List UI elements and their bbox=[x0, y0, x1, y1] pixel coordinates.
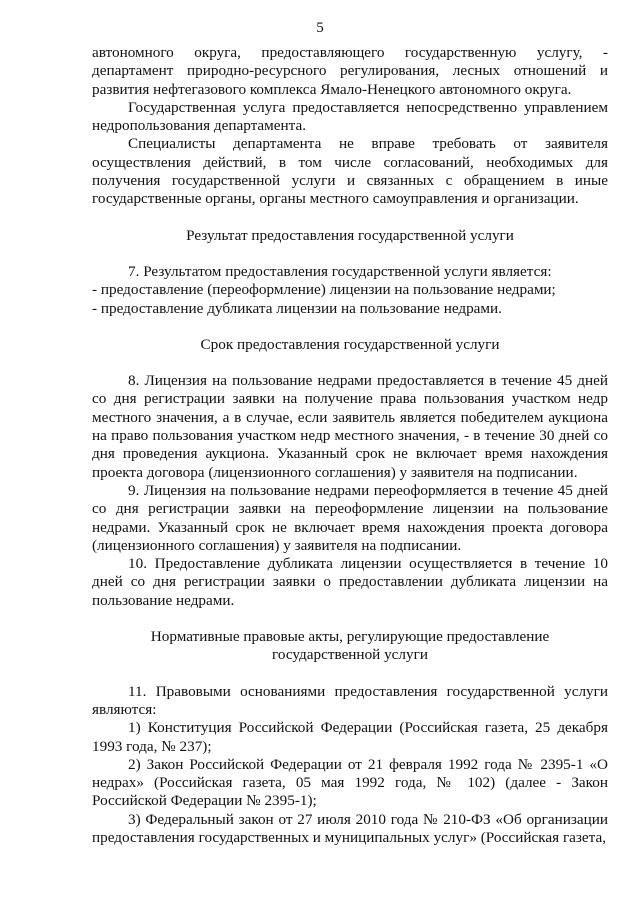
paragraph-term-10: 10. Предоставление дубликата лицензии осуществляется в течение 10 дней со дня регистрации заявки о предоставлении дубликата лицензии на пользование недрами. bbox=[92, 555, 608, 609]
heading-term: Срок предоставления государственной услуги bbox=[200, 335, 500, 353]
paragraph-acts-3: 3) Федеральный закон от 27 июля 2010 года № 210-ФЗ «Об организации предоставления государственных и муниципальных услуг» (Российская газета, bbox=[92, 810, 608, 846]
paragraph-service-provider: Государственная услуга предоставляется непосредственно управлением недропользования департамента. bbox=[92, 98, 608, 135]
page-number: 5 bbox=[316, 20, 324, 36]
paragraph-acts-11: 11. Правовыми основаниями предоставления государственной услуги являются: bbox=[92, 682, 608, 718]
paragraph-acts-1: 1) Конституция Российской Федерации (Российская газета, 25 декабря 1993 года, № 237); bbox=[92, 719, 608, 755]
result-item: - предоставление дубликата лицензии на пользование недрами. bbox=[92, 299, 502, 317]
paragraph-acts-2: 2) Закон Российской Федерации от 21 февраля 1992 года № 2395-1 «О недрах» (Российская газета, 05 мая 1992 года, № 102) (далее - Закон Российской Федерации № 2395-1); bbox=[92, 755, 608, 810]
heading-acts: Нормативные правовые акты, регулирующие предоставление bbox=[150, 628, 550, 646]
paragraph-department: автономного округа, предоставляющего государственную услугу, - департамент природно-ресурсного регулирования, лесных отношений и развития нефтегазового комплекса Ямало-Ненецкого автономного округа. bbox=[92, 44, 608, 98]
result-item: 7. Результатом предоставления государственной услуги является: bbox=[128, 262, 552, 280]
paragraph-term-9: 9. Лицензия на пользование недрами переоформляется в течение 45 дней со дня регистрации заявки на переоформление лицензии на пользование недрами. Указанный срок не включает время нахождения проекта договора (лицензионного соглашения) у заявителя на подписании. bbox=[92, 481, 608, 554]
heading-acts-line2: государственной услуги bbox=[272, 646, 428, 664]
document-body bbox=[92, 44, 608, 847]
heading-result: Результат предоставления государственной услуги bbox=[186, 226, 514, 244]
result-item: - предоставление (переоформление) лицензии на пользование недрами; bbox=[92, 281, 556, 299]
paragraph-term-8: 8. Лицензия на пользование недрами предоставляется в течение 45 дней со дня регистрации заявки на получение права пользования участком недр местного значения, а в случае, если заявитель является победителем аукциона на право пользования участком недр местного значения, - в течение 30 дней со дня проведения аукциона. Указанный срок не включает время нахождения проекта договора (лицензионного соглашения) у заявителя на подписании. bbox=[92, 372, 608, 481]
paragraph-specialists: Специалисты департамента не вправе требовать от заявителя осуществления действий, в том числе согласований, необходимых для получения государственной услуги и связанных с обращением в иные государственные органы, органы местного самоуправления и организации. bbox=[92, 135, 608, 208]
